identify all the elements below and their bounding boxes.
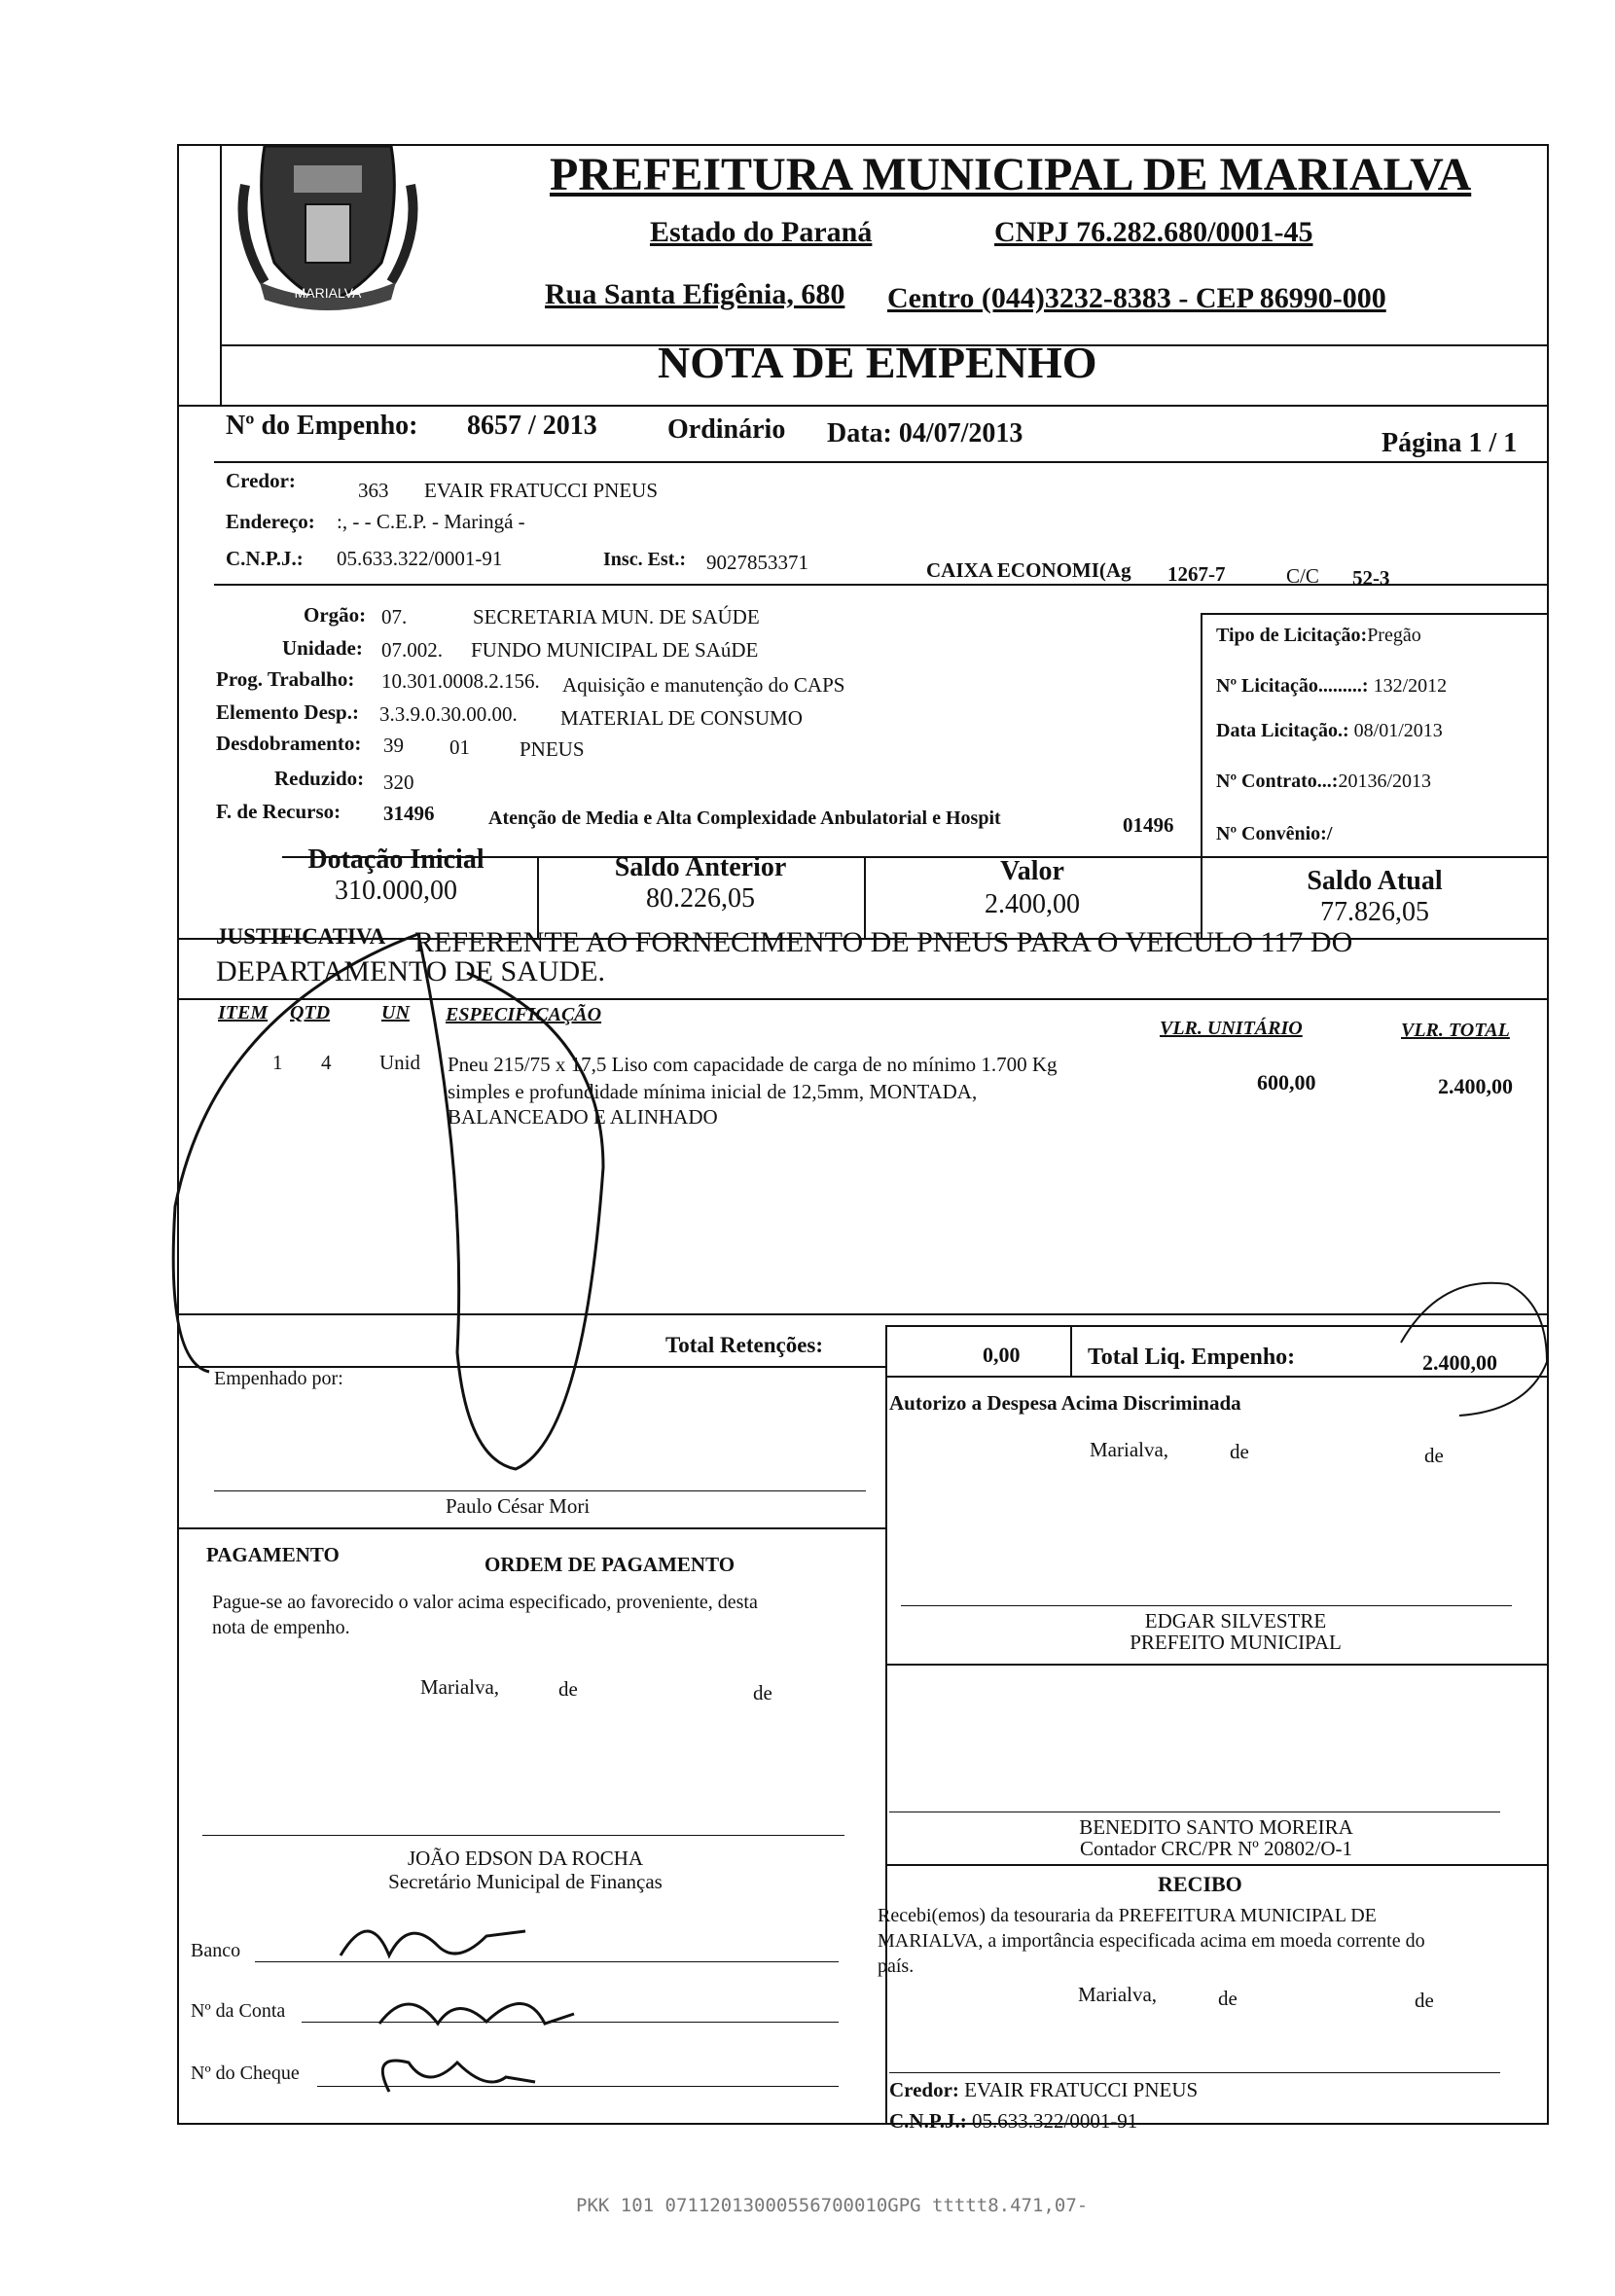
pen-loop-stroke (418, 934, 603, 1469)
autorizo-place: Marialva, (1090, 1438, 1169, 1461)
dotacao-inicial-label: Dotação Inicial (307, 844, 484, 875)
desdobramento-code: 39 (383, 734, 404, 757)
col-total: VLR. TOTAL (1401, 1020, 1510, 1041)
recibo-credor-label: Credor: (889, 2078, 959, 2101)
total-liquido-label: Total Liq. Empenho: (1088, 1345, 1296, 1370)
saldo-atual-value: 77.826,05 (1320, 897, 1429, 927)
prog-name: Aquisição e manutenção do CAPS (562, 673, 845, 697)
cheque-label: Nº do Cheque (191, 2063, 300, 2084)
empenho-type: Ordinário (667, 414, 786, 445)
numero-licitacao-label: Nº Licitação.........: (1216, 675, 1374, 697)
orgao-code: 07. (381, 605, 408, 628)
credor-code: 363 (358, 479, 389, 502)
autorizo-de2: de (1424, 1444, 1444, 1467)
total-retencoes-label: Total Retenções: (665, 1333, 824, 1357)
elemento-code: 3.3.9.0.30.00.00. (379, 702, 518, 726)
footer-code: PKK 101 07112013000556700010GPG ttttt8.471,07- (576, 2195, 1089, 2216)
item-spec-line1: Pneu 215/75 x 17,5 Liso com capacidade de carga de no mínimo 1.700 Kg (448, 1053, 1058, 1076)
prog-label: Prog. Trabalho: (216, 667, 355, 691)
col-qtd: QTD (290, 1002, 331, 1023)
orgao-label: Orgão: (304, 603, 367, 627)
justificativa-line2: DEPARTAMENTO DE SAUDE. (216, 955, 605, 987)
cnpj-label: C.N.P.J.: (226, 547, 304, 570)
data-licitacao-label: Data Licitação.: (1216, 720, 1354, 741)
recibo-text-line1: Recebi(emos) da tesouraria da PREFEITURA MUNICIPAL DE (878, 1905, 1377, 1926)
pagamento-label: PAGAMENTO (206, 1543, 340, 1566)
autorizo-de1: de (1230, 1440, 1249, 1463)
document-title: NOTA DE EMPENHO (658, 338, 1097, 387)
state-name: Estado do Paraná (650, 216, 873, 248)
ordem-pagamento-label: ORDEM DE PAGAMENTO (484, 1553, 736, 1576)
prog-code: 10.301.0008.2.156. (381, 669, 540, 693)
bank-name: CAIXA ECONOMI(Ag (926, 558, 1131, 582)
pagamento-de2: de (753, 1681, 772, 1704)
empenhado-por-label: Empenhado por: (214, 1368, 343, 1389)
desdobramento-sub: 01 (449, 735, 470, 759)
col-unit-price: VLR. UNITÁRIO (1160, 1018, 1303, 1039)
contador-title: Contador CRC/PR Nº 20802/O-1 (1079, 1837, 1353, 1860)
secretario-title: Secretário Municipal de Finanças (388, 1870, 663, 1893)
cc-label: C/C (1286, 564, 1319, 588)
header-address: Rua Santa Efigênia, 680 (545, 278, 845, 310)
valor-value: 2.400,00 (985, 889, 1080, 919)
numero-licitacao-value: 132/2012 (1373, 675, 1448, 697)
signature-banco-icon (341, 1931, 525, 1955)
saldo-anterior-label: Saldo Anterior (614, 852, 787, 882)
empenho-number: 8657 / 2013 (467, 411, 597, 441)
empenhado-name: Paulo César Mori (446, 1494, 591, 1518)
elemento-name: MATERIAL DE CONSUMO (560, 706, 803, 730)
reduzido-value: 320 (383, 771, 414, 794)
credor-label: Credor: (226, 469, 296, 492)
empenho-date: Data: 04/07/2013 (827, 418, 1023, 448)
recurso-number: 01496 (1123, 813, 1174, 837)
pagamento-de1: de (558, 1677, 578, 1701)
cc-value: 52-3 (1352, 566, 1390, 590)
pen-circle-stroke (1401, 1283, 1547, 1416)
recibo-title: RECIBO (1158, 1872, 1242, 1896)
prefeito-title: PREFEITO MUNICIPAL (1130, 1631, 1342, 1654)
recibo-de2: de (1415, 1989, 1434, 2012)
total-retencoes-value: 0,00 (983, 1343, 1021, 1367)
pen-loop-stroke (173, 934, 418, 1372)
endereco-label: Endereço: (226, 510, 315, 533)
item-unit-price: 600,00 (1257, 1070, 1316, 1094)
contrato-value: 20136/2013 (1338, 771, 1432, 792)
tipo-licitacao-label: Tipo de Licitação: (1216, 625, 1368, 646)
dotacao-inicial-value: 310.000,00 (335, 876, 457, 906)
page-number: Página 1 / 1 (1382, 428, 1518, 458)
justificativa-label: JUSTIFICATIVA (216, 924, 386, 949)
recibo-cnpj-value: 05.633.322/0001-91 (971, 2109, 1138, 2133)
pagamento-place: Marialva, (420, 1675, 500, 1699)
item-total: 2.400,00 (1438, 1074, 1513, 1098)
bank-agency: 1267-7 (1167, 562, 1226, 586)
item-spec-line2: simples e profundidade mínima inicial de 12,5mm, MONTADA, (448, 1080, 978, 1103)
recibo-place: Marialva, (1078, 1983, 1158, 2006)
contador-name: BENEDITO SANTO MOREIRA (1079, 1815, 1353, 1839)
elemento-label: Elemento Desp.: (216, 700, 359, 724)
pagamento-text-line1: Pague-se ao favorecido o valor acima especificado, proveniente, desta (212, 1592, 758, 1613)
empenho-label: Nº do Empenho: (226, 411, 418, 441)
tipo-licitacao-value: Pregão (1367, 625, 1421, 646)
valor-label: Valor (1000, 856, 1064, 886)
desdobramento-name: PNEUS (520, 737, 585, 761)
reduzido-label: Reduzido: (274, 767, 365, 790)
header-cnpj: CNPJ 76.282.680/0001-45 (994, 216, 1313, 248)
contrato-label: Nº Contrato...: (1216, 771, 1339, 792)
convenio-label: Nº Convênio:/ (1216, 823, 1333, 844)
recibo-de1: de (1218, 1987, 1238, 2010)
unidade-label: Unidade: (282, 636, 363, 660)
signature-conta-icon (379, 2003, 574, 2024)
recibo-text-line2: MARIALVA, a importância especificada acima em moeda corrente do (878, 1930, 1425, 1952)
item-qtd: 4 (321, 1051, 332, 1074)
signature-cheque-icon (382, 2061, 535, 2092)
item-unit: Unid (379, 1051, 420, 1074)
col-item: ITEM (218, 1002, 269, 1023)
insc-label: Insc. Est.: (603, 549, 687, 570)
secretario-name: JOÃO EDSON DA ROCHA (407, 1847, 644, 1870)
justificativa-line1: REFERENTE AO FORNECIMENTO DE PNEUS PARA O VEICULO 117 DO (414, 926, 1353, 958)
recibo-text-line3: país. (878, 1955, 915, 1977)
recurso-name: Atenção de Media e Alta Complexidade Anbulatorial e Hospit (488, 807, 1001, 829)
header-contact: Centro (044)3232-8383 - CEP 86990-000 (887, 282, 1386, 314)
orgao-name: SECRETARIA MUN. DE SAÚDE (473, 605, 760, 628)
recurso-label: F. de Recurso: (216, 800, 341, 823)
item-spec-line3: BALANCEADO E ALINHADO (448, 1105, 718, 1129)
cnpj-value: 05.633.322/0001-91 (337, 547, 503, 570)
endereco-value: :, - - C.E.P. - Maringá - (337, 510, 525, 533)
conta-label: Nº da Conta (191, 2000, 286, 2022)
insc-value: 9027853371 (706, 551, 808, 574)
unidade-code: 07.002. (381, 638, 443, 662)
banco-label: Banco (191, 1940, 241, 1961)
unidade-name: FUNDO MUNICIPAL DE SAúDE (471, 638, 759, 662)
data-licitacao-value: 08/01/2013 (1353, 720, 1443, 741)
autorizo-label: Autorizo a Despesa Acima Discriminada (889, 1391, 1241, 1415)
recibo-cnpj-label: C.N.P.J.: (889, 2109, 967, 2133)
col-spec: ESPECIFICAÇÃO (446, 1004, 602, 1025)
prefeito-name: EDGAR SILVESTRE (1144, 1609, 1327, 1632)
saldo-anterior-value: 80.226,05 (646, 883, 755, 914)
desdobramento-label: Desdobramento: (216, 732, 362, 755)
credor-name: EVAIR FRATUCCI PNEUS (424, 479, 658, 502)
col-un: UN (381, 1002, 410, 1023)
recibo-credor-name: EVAIR FRATUCCI PNEUS (964, 2078, 1199, 2101)
svg-text:MARIALVA: MARIALVA (294, 285, 362, 301)
saldo-atual-label: Saldo Atual (1307, 866, 1443, 896)
pagamento-text-line2: nota de empenho. (212, 1617, 350, 1638)
page-title: PREFEITURA MUNICIPAL DE MARIALVA (550, 149, 1472, 200)
recurso-code: 31496 (383, 802, 435, 825)
total-liquido-value: 2.400,00 (1422, 1350, 1497, 1375)
item-number: 1 (272, 1051, 283, 1074)
